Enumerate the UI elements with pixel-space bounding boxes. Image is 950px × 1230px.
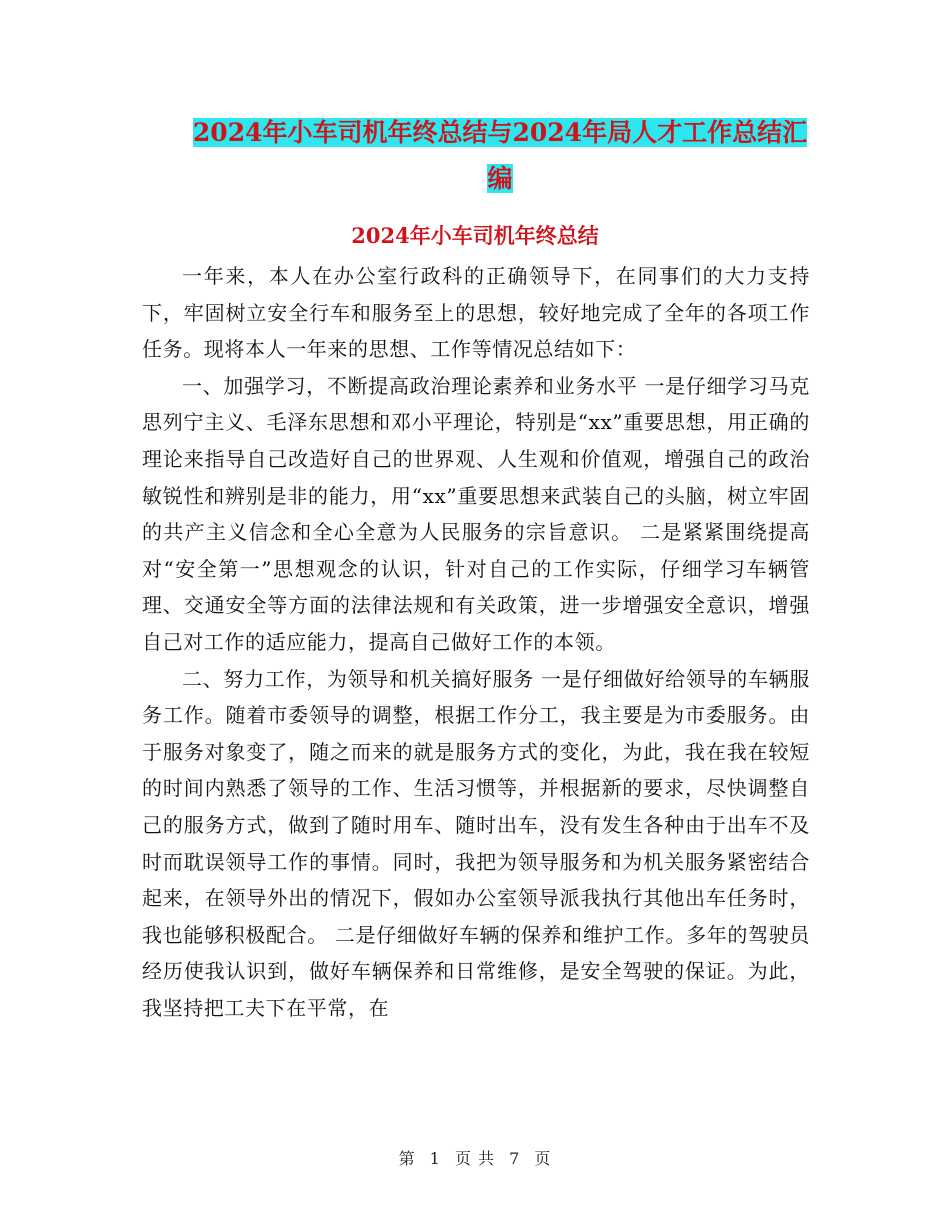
document-title — [120, 110, 880, 202]
section-title: 2024年小车司机年终总结 — [351, 223, 599, 248]
paragraph: 一、加强学习，不断提高政治理论素养和业务水平 一是仔细学习马克思列宁主义、毛泽东思想和邓小平理论，特别是“xx”重要思想，用正确的理论来指导自己改造好自己的世界观、人生观和价值观，增强自己的政治敏锐性和辨别是非的能力，用“xx”重要思想来武装自己的头脑，树立牢固的共产主义信念和全心全意为人民服务的宗旨意识。 二是紧紧围绕提高对“安全第一”思想观念的认识，针对自己的工作实际，仔细学习车辆管理、交通安全等方面的法律法规和有关政策，进一步增强安全意识，增强自己对工作的适应能力，提高自己做好工作的本领。 — [142, 373, 810, 654]
page-footer — [0, 1146, 950, 1169]
title-line-1: 2024年小车司机年终总结与2024年局人才工作总结汇 — [192, 118, 808, 147]
footer-mid: 页 共 — [454, 1149, 496, 1168]
paragraph: 一年来，本人在办公室行政科的正确领导下，在同事们的大力支持下，牢固树立安全行车和服务至上的思想，较好地完成了全年的各项工作任务。现将本人一年来的思想、工作等情况总结如下： — [142, 264, 810, 362]
document-body — [142, 258, 810, 1026]
footer-prefix: 第 — [398, 1149, 416, 1168]
footer-page-number: 1 — [429, 1149, 441, 1168]
paragraph: 二、努力工作，为领导和机关搞好服务 一是仔细做好给领导的车辆服务工作。随着市委领导的调整，根据工作分工，我主要是为市委服务。由于服务对象变了，随之而来的就是服务方式的变化，为此，我在我在较短的时间内熟悉了领导的工作、生活习惯等，并根据新的要求，尽快调整自己的服务方式，做到了随时用车、随时出车，没有发生各种由于出车不及时而耽误领导工作的事情。同时，我把为领导服务和为机关服务紧密结合起来，在领导外出的情况下，假如办公室领导派我执行其他出车任务时，我也能够积极配合。 二是仔细做好车辆的保养和维护工作。多年的驾驶员经历使我认识到，做好车辆保养和日常维修，是安全驾驶的保证。为此，我坚持把工夫下在平常，在 — [142, 666, 810, 1020]
title-line-2: 编 — [487, 164, 513, 193]
footer-total-pages: 7 — [509, 1149, 521, 1168]
footer-suffix: 页 — [534, 1149, 552, 1168]
